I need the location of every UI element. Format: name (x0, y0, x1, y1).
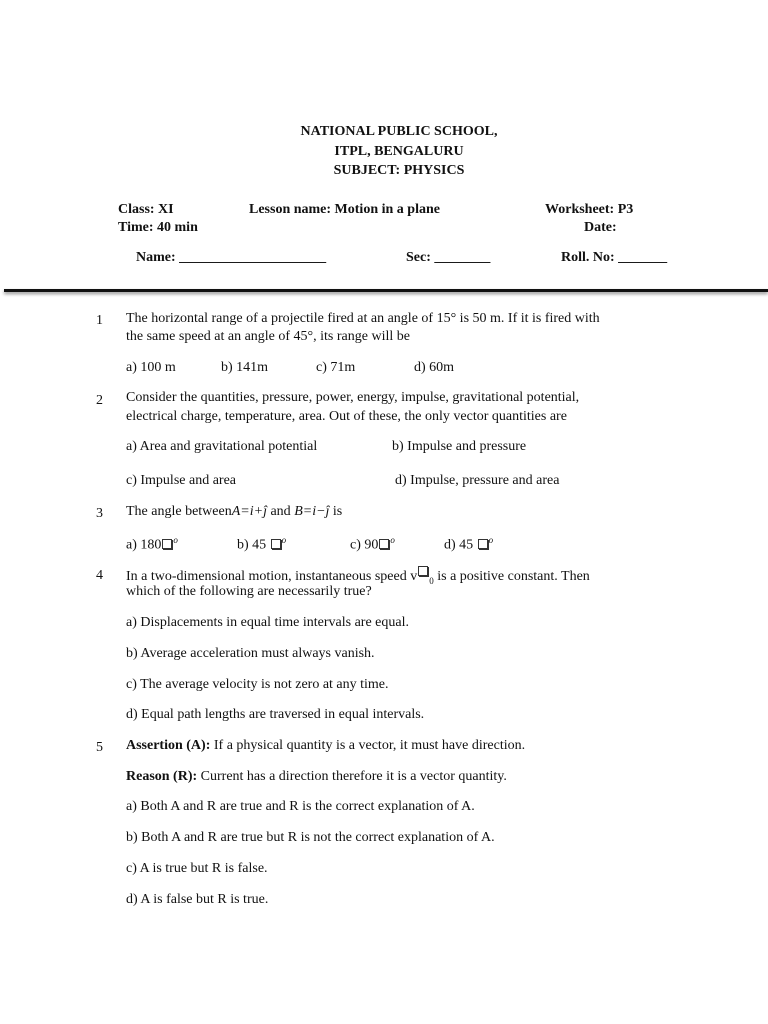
question-number: 1 (96, 313, 103, 328)
question-text-line: The horizontal range of a projectile fired at an angle of 15° is 50 m. If it is fired with (126, 311, 600, 326)
answer-option: b) Both A and R are true but R is not the correct explanation of A. (126, 830, 495, 845)
answer-option: c) Impulse and area (126, 473, 236, 488)
time-label: Time: 40 min (118, 220, 198, 235)
school-name: NATIONAL PUBLIC SCHOOL, (300, 124, 498, 139)
answer-option: a) 100 m (126, 360, 176, 375)
answer-option: d) 60m (414, 360, 455, 375)
missing-glyph-box (162, 539, 172, 549)
roll-number-field: Roll. No: _______ (561, 250, 668, 265)
answer-option: d) A is false but R is true. (126, 892, 269, 907)
header-divider (4, 289, 768, 292)
section-field: Sec: ________ (406, 250, 491, 265)
answer-option: b) 45 $^o$ (237, 535, 287, 553)
vector-a-formula: A=i+ĵ (231, 504, 267, 519)
vector-b-formula: B=i−ĵ (294, 504, 330, 519)
answer-option: a) 180 $^o$ (126, 535, 178, 553)
assertion-text: If a physical quantity is a vector, it must have direction. (210, 738, 526, 753)
question-text-line: In a two-dimensional motion, instantaneous speed v $_0$ is a positive constant. Then (126, 566, 590, 586)
class-label: Class: XI (118, 202, 174, 217)
assertion-label: Assertion (A): (126, 738, 211, 753)
degree-mark: o (281, 535, 287, 545)
answer-option: d) 45 $^o$ (444, 535, 494, 553)
assertion-line (126, 738, 525, 754)
question-and-text: and (270, 504, 291, 519)
degree-mark: o (390, 535, 395, 545)
question-text-line: Consider the quantities, pressure, power, energy, impulse, gravitational potential, (126, 390, 580, 405)
subject-title: SUBJECT: PHYSICS (333, 163, 465, 178)
answer-option: a) Displacements in equal time intervals are equal. (126, 615, 410, 630)
question-lead-text: The angle between (126, 504, 232, 519)
answer-option: d) Equal path lengths are traversed in equal intervals. (126, 707, 425, 722)
missing-glyph-box (418, 566, 428, 576)
answer-option: c) 71m (316, 360, 356, 375)
question-text-line (126, 504, 342, 520)
school-location: ITPL, BENGALURU (334, 144, 464, 159)
degree-mark: o (488, 535, 494, 545)
missing-glyph-box (478, 539, 488, 549)
question-tail-text: is (332, 504, 343, 519)
question-number: 4 (96, 568, 103, 583)
question-text-line: the same speed at an angle of 45°, its range will be (126, 329, 410, 344)
missing-glyph-box (379, 539, 389, 549)
reason-line (126, 769, 507, 785)
question-text-line: electrical charge, temperature, area. Out of these, the only vector quantities are (126, 409, 567, 424)
question-text-line: which of the following are necessarily true? (126, 584, 372, 599)
date-label: Date: (584, 220, 617, 235)
worksheet-label: Worksheet: P3 (545, 202, 634, 217)
answer-option: c) The average velocity is not zero at any time. (126, 677, 389, 692)
lesson-name: Lesson name: Motion in a plane (249, 202, 440, 217)
reason-text: Current has a direction therefore it is a vector quantity. (197, 769, 507, 784)
answer-option: c) 90 $^o$ (350, 535, 395, 553)
missing-glyph-box (271, 539, 281, 549)
question-number: 5 (96, 740, 103, 755)
question-number: 3 (96, 506, 103, 521)
name-field: Name: _____________________ (136, 250, 327, 265)
reason-label: Reason (R): (126, 769, 198, 784)
subscript-zero: 0 (429, 575, 434, 586)
answer-option: b) 141m (221, 360, 269, 375)
question-number: 2 (96, 393, 103, 408)
answer-option: a) Area and gravitational potential (126, 439, 318, 454)
answer-option: b) Impulse and pressure (392, 439, 527, 454)
degree-mark: o (173, 535, 178, 545)
answer-option: a) Both A and R are true and R is the correct explanation of A. (126, 799, 475, 814)
answer-option: c) A is true but R is false. (126, 861, 268, 876)
answer-option: b) Average acceleration must always vanish. (126, 646, 375, 661)
answer-option: d) Impulse, pressure and area (395, 473, 560, 488)
